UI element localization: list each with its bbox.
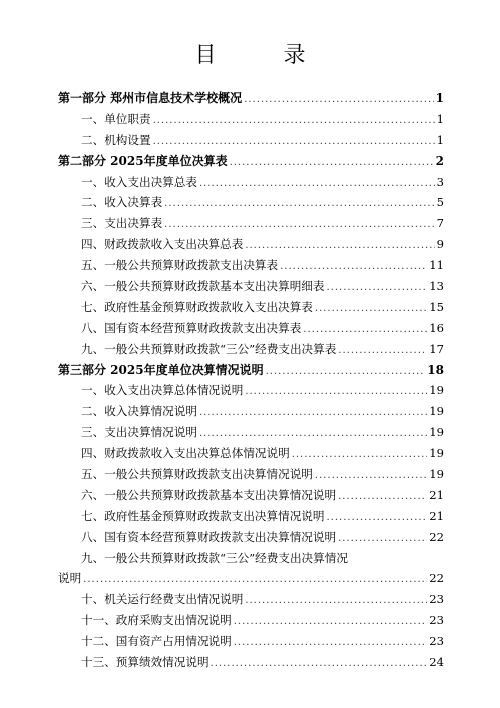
toc-part-entry[interactable] [58,88,444,109]
toc-entry[interactable] [58,422,444,443]
toc-entry[interactable] [58,527,444,548]
toc-page-number: 2 [435,153,444,168]
toc-entry[interactable] [58,192,444,213]
dot-leader [230,153,434,174]
toc-entry-label: 六、一般公共预算财政拨款基本支出决算明细表 [81,279,325,294]
toc-entry-label: 八、国有资本经营预算财政拨款支出决算情况说明 [81,529,337,544]
toc-entry-label: 第一部分 郑州市信息技术学校概况 [58,91,243,105]
dot-leader [199,424,427,445]
toc-page-number: 13 [429,279,444,294]
toc-entry-label: 一、收入支出决算总体情况说明 [81,383,244,398]
dot-leader [244,90,433,111]
dot-leader [292,445,428,466]
toc-page-number: 1 [436,111,444,126]
toc-entry[interactable] [58,172,444,193]
dot-leader [245,236,434,257]
toc-entry[interactable] [58,255,444,276]
toc-entry[interactable] [58,213,444,234]
toc-page-number: 19 [429,425,444,440]
toc-entry[interactable] [58,276,444,297]
toc-entry-label: 三、支出决算情况说明 [81,425,197,440]
toc-page-number: 19 [429,404,444,419]
toc-page-number: 11 [429,258,444,273]
toc-entry-label: 五、一般公共预算财政拨款支出决算表 [81,258,279,273]
toc-entry-label: 二、收入决算表 [81,195,163,210]
toc-entry-label: 二、收入决算情况说明 [81,404,197,419]
toc-page-number: 1 [435,91,444,105]
dot-leader [303,320,427,341]
toc-entry-label: 七、政府性基金预算财政拨款收入支出决算表 [81,299,313,314]
toc-entry[interactable] [58,443,444,464]
toc-entry-label: 十二、国有资产占用情况说明 [81,634,232,649]
dot-leader [338,529,427,550]
toc-page-number: 19 [429,446,444,461]
dot-leader [245,591,427,612]
dot-leader [245,382,427,403]
toc-page-number: 7 [436,216,444,231]
toc-entry[interactable] [58,297,444,318]
toc-entry-label: 三、支出决算表 [81,216,163,231]
toc-entry-label: 八、国有资本经营预算财政拨款支出决算表 [81,320,302,335]
toc-entry-label: 说明 [58,571,82,586]
toc-page-number: 22 [429,529,444,544]
dot-leader [315,466,427,487]
toc-entry-label: 五、一般公共预算财政拨款支出决算情况说明 [81,467,313,482]
toc-page-number: 21 [429,487,444,502]
dot-leader [338,341,427,362]
table-of-contents [58,88,444,673]
dot-leader [280,257,427,278]
toc-entry-label: 七、政府性基金预算财政拨款支出决算情况说明 [81,508,325,523]
toc-page-number: 24 [429,655,444,670]
toc-entry[interactable] [58,485,444,506]
toc-entry[interactable] [58,568,444,589]
toc-entry-label: 第三部分 2025年度单位决算情况说明 [58,362,264,377]
toc-entry-label: 十、机关运行经费支出情况说明 [81,592,244,607]
toc-entry[interactable] [58,234,444,255]
toc-entry-label: 十一、政府采购支出情况说明 [81,613,232,628]
toc-entry[interactable] [58,631,444,652]
dot-leader [164,215,434,236]
dot-leader [153,132,435,153]
toc-page-number: 9 [436,237,444,252]
toc-page-number: 16 [429,320,444,335]
toc-entry-label: 二、机构设置 [81,132,151,147]
toc-entry-label: 一、收入支出决算总表 [81,174,197,189]
toc-page-number: 1 [436,132,444,147]
toc-entry-label: 第二部分 2025年度单位决算表 [58,153,228,168]
toc-entry-label: 六、一般公共预算财政拨款基本支出决算情况说明 [81,487,337,502]
dot-leader [199,403,427,424]
dot-leader [199,174,435,195]
toc-entry[interactable] [58,548,444,569]
toc-entry[interactable] [58,652,444,673]
dot-leader [83,570,427,591]
dot-leader [234,633,428,654]
dot-leader [153,111,435,132]
toc-entry[interactable] [58,464,444,485]
toc-entry[interactable] [58,589,444,610]
toc-page-number: 18 [427,362,444,377]
dot-leader [266,362,426,383]
dot-leader [326,278,427,299]
toc-page-number: 15 [429,299,444,314]
toc-page-number: 21 [429,508,444,523]
toc-entry[interactable] [58,380,444,401]
toc-entry[interactable] [58,401,444,422]
toc-entry-label: 九、一般公共预算财政拨款“三公”经费支出决算表 [81,341,337,356]
dot-leader [234,612,428,633]
toc-entry[interactable] [58,109,444,130]
toc-page-number: 22 [429,571,444,586]
toc-entry-label: 四、财政拨款收入支出决算总体情况说明 [81,446,290,461]
toc-page-number: 23 [429,613,444,628]
toc-page-number: 3 [436,174,444,189]
toc-page-number: 23 [429,634,444,649]
dot-leader [211,654,428,675]
dot-leader [164,194,434,215]
toc-entry-label: 四、财政拨款收入支出决算总表 [81,237,244,252]
toc-entry-label: 九、一般公共预算财政拨款“三公”经费支出决算情况 [81,550,348,565]
toc-part-entry[interactable] [58,151,444,172]
toc-page-number: 17 [429,341,444,356]
toc-entry[interactable] [58,130,444,151]
dot-leader [338,487,427,508]
dot-leader [315,299,427,320]
toc-entry[interactable] [58,506,444,527]
page-title: 目 录 [194,43,336,68]
dot-leader [326,508,427,529]
toc-entry[interactable] [58,610,444,631]
toc-entry-label: 一、单位职责 [81,111,151,126]
toc-page-number: 23 [429,592,444,607]
toc-entry[interactable] [58,318,444,339]
toc-page-number: 19 [429,467,444,482]
toc-page-number: 19 [429,383,444,398]
toc-entry[interactable] [58,339,444,360]
toc-page-number: 5 [436,195,444,210]
toc-entry-label: 十三、预算绩效情况说明 [81,655,209,670]
toc-part-entry[interactable] [58,360,444,381]
